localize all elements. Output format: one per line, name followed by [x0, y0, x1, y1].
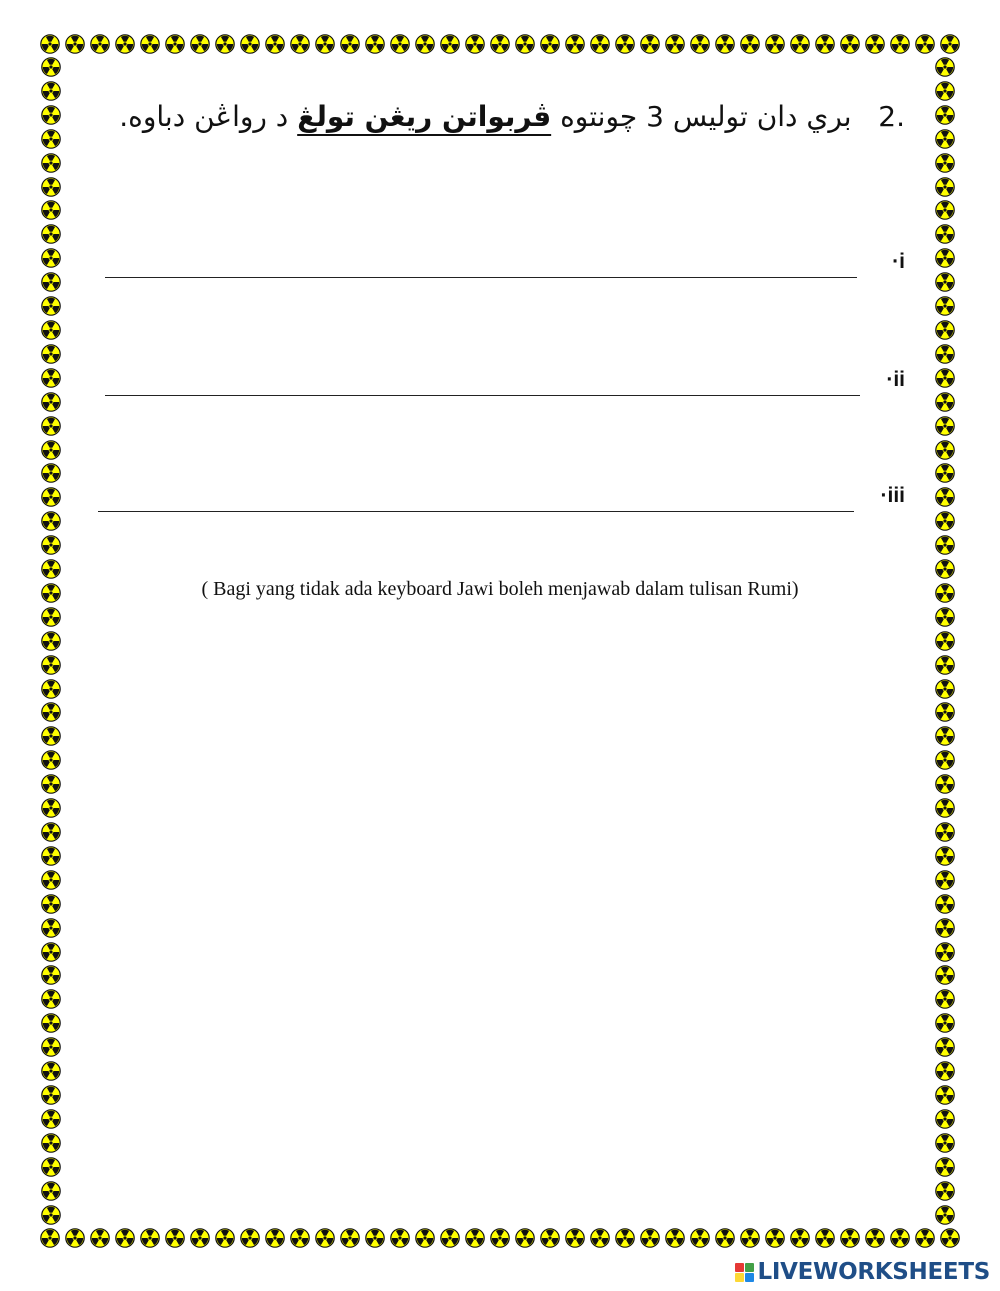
radiation-symbol-icon: [715, 1228, 735, 1248]
radiation-symbol-icon: [935, 440, 955, 460]
radiation-symbol-icon: [740, 34, 760, 54]
radiation-symbol-icon: [935, 535, 955, 555]
radiation-symbol-icon: [265, 1228, 285, 1248]
radiation-symbol-icon: [935, 1205, 955, 1225]
radiation-symbol-icon: [790, 34, 810, 54]
border-top: [40, 33, 960, 55]
radiation-symbol-icon: [935, 200, 955, 220]
border-bottom: [40, 1227, 960, 1249]
radiation-symbol-icon: [935, 320, 955, 340]
radiation-symbol-icon: [41, 440, 61, 460]
radiation-symbol-icon: [935, 1013, 955, 1033]
radiation-symbol-icon: [790, 1228, 810, 1248]
radiation-symbol-icon: [41, 272, 61, 292]
radiation-symbol-icon: [935, 631, 955, 651]
answer-row-2: [105, 366, 905, 396]
radiation-symbol-icon: [115, 34, 135, 54]
radiation-symbol-icon: [935, 1109, 955, 1129]
radiation-symbol-icon: [41, 1181, 61, 1201]
radiation-symbol-icon: [41, 1157, 61, 1177]
radiation-symbol-icon: [615, 34, 635, 54]
radiation-symbol-icon: [40, 34, 60, 54]
radiation-symbol-icon: [41, 200, 61, 220]
radiation-symbol-icon: [935, 965, 955, 985]
radiation-symbol-icon: [190, 34, 210, 54]
radiation-symbol-icon: [41, 989, 61, 1009]
radiation-symbol-icon: [41, 1061, 61, 1081]
question-text-before: بري دان توليس 3 چونتوه: [560, 100, 852, 133]
radiation-symbol-icon: [340, 34, 360, 54]
radiation-symbol-icon: [41, 463, 61, 483]
radiation-symbol-icon: [690, 1228, 710, 1248]
radiation-symbol-icon: [315, 34, 335, 54]
radiation-symbol-icon: [935, 511, 955, 531]
radiation-symbol-icon: [265, 34, 285, 54]
radiation-symbol-icon: [41, 774, 61, 794]
radiation-symbol-icon: [935, 296, 955, 316]
radiation-symbol-icon: [365, 1228, 385, 1248]
radiation-symbol-icon: [41, 105, 61, 125]
radiation-symbol-icon: [41, 129, 61, 149]
radiation-symbol-icon: [41, 511, 61, 531]
radiation-symbol-icon: [940, 1228, 960, 1248]
radiation-symbol-icon: [140, 34, 160, 54]
radiation-symbol-icon: [41, 248, 61, 268]
radiation-symbol-icon: [740, 1228, 760, 1248]
radiation-symbol-icon: [915, 34, 935, 54]
radiation-symbol-icon: [41, 177, 61, 197]
answer-field-2[interactable]: [105, 395, 860, 396]
radiation-symbol-icon: [540, 34, 560, 54]
radiation-symbol-icon: [190, 1228, 210, 1248]
radiation-symbol-icon: [865, 34, 885, 54]
radiation-symbol-icon: [590, 1228, 610, 1248]
radiation-symbol-icon: [935, 989, 955, 1009]
answer-label-1: ·i: [892, 250, 905, 273]
radiation-symbol-icon: [41, 750, 61, 770]
radiation-symbol-icon: [935, 798, 955, 818]
instruction-note: ( Bagi yang tidak ada keyboard Jawi boleh menjawab dalam tulisan Rumi): [201, 578, 799, 600]
radiation-symbol-icon: [215, 34, 235, 54]
radiation-symbol-icon: [240, 34, 260, 54]
radiation-symbol-icon: [41, 392, 61, 412]
radiation-symbol-icon: [935, 774, 955, 794]
radiation-symbol-icon: [935, 726, 955, 746]
radiation-symbol-icon: [90, 34, 110, 54]
radiation-symbol-icon: [65, 1228, 85, 1248]
radiation-symbol-icon: [935, 1133, 955, 1153]
radiation-symbol-icon: [665, 34, 685, 54]
radiation-symbol-icon: [765, 1228, 785, 1248]
radiation-symbol-icon: [935, 81, 955, 101]
radiation-symbol-icon: [41, 224, 61, 244]
radiation-symbol-icon: [365, 34, 385, 54]
radiation-symbol-icon: [41, 679, 61, 699]
radiation-symbol-icon: [815, 34, 835, 54]
radiation-symbol-icon: [41, 296, 61, 316]
radiation-symbol-icon: [41, 1037, 61, 1057]
radiation-symbol-icon: [390, 34, 410, 54]
radiation-symbol-icon: [765, 34, 785, 54]
radiation-symbol-icon: [41, 870, 61, 890]
answer-field-1[interactable]: [105, 277, 857, 278]
radiation-symbol-icon: [115, 1228, 135, 1248]
radiation-symbol-icon: [41, 81, 61, 101]
radiation-symbol-icon: [41, 942, 61, 962]
radiation-symbol-icon: [935, 153, 955, 173]
answer-label-2: ·ii: [886, 368, 905, 391]
radiation-symbol-icon: [41, 1085, 61, 1105]
radiation-symbol-icon: [935, 942, 955, 962]
radiation-symbol-icon: [640, 34, 660, 54]
radiation-symbol-icon: [240, 1228, 260, 1248]
radiation-symbol-icon: [41, 1133, 61, 1153]
radiation-symbol-icon: [515, 1228, 535, 1248]
radiation-symbol-icon: [690, 34, 710, 54]
radiation-symbol-icon: [41, 1109, 61, 1129]
radiation-symbol-icon: [565, 34, 585, 54]
radiation-symbol-icon: [490, 1228, 510, 1248]
radiation-symbol-icon: [165, 34, 185, 54]
radiation-symbol-icon: [935, 57, 955, 77]
radiation-symbol-icon: [315, 1228, 335, 1248]
radiation-symbol-icon: [440, 34, 460, 54]
answer-field-3[interactable]: [98, 511, 854, 512]
radiation-symbol-icon: [565, 1228, 585, 1248]
radiation-symbol-icon: [41, 583, 61, 603]
radiation-symbol-icon: [935, 822, 955, 842]
radiation-symbol-icon: [290, 1228, 310, 1248]
radiation-symbol-icon: [41, 368, 61, 388]
radiation-symbol-icon: [41, 344, 61, 364]
radiation-symbol-icon: [41, 798, 61, 818]
radiation-symbol-icon: [935, 368, 955, 388]
radiation-symbol-icon: [590, 34, 610, 54]
radiation-symbol-icon: [65, 34, 85, 54]
radiation-symbol-icon: [390, 1228, 410, 1248]
radiation-symbol-icon: [935, 702, 955, 722]
radiation-symbol-icon: [935, 679, 955, 699]
border-left: [40, 57, 62, 1225]
radiation-symbol-icon: [935, 918, 955, 938]
answer-row-3: [98, 482, 905, 512]
radiation-symbol-icon: [41, 535, 61, 555]
radiation-symbol-icon: [865, 1228, 885, 1248]
radiation-symbol-icon: [41, 320, 61, 340]
radiation-symbol-icon: [615, 1228, 635, 1248]
border-right: [934, 57, 956, 1225]
radiation-symbol-icon: [935, 224, 955, 244]
radiation-symbol-icon: [41, 702, 61, 722]
radiation-symbol-icon: [290, 34, 310, 54]
radiation-symbol-icon: [940, 34, 960, 54]
radiation-symbol-icon: [935, 248, 955, 268]
radiation-symbol-icon: [40, 1228, 60, 1248]
radiation-symbol-icon: [935, 105, 955, 125]
radiation-symbol-icon: [890, 34, 910, 54]
radiation-symbol-icon: [935, 846, 955, 866]
radiation-symbol-icon: [935, 1037, 955, 1057]
question-text: [110, 100, 905, 133]
radiation-symbol-icon: [935, 1157, 955, 1177]
radiation-symbol-icon: [215, 1228, 235, 1248]
radiation-symbol-icon: [41, 846, 61, 866]
radiation-symbol-icon: [41, 1013, 61, 1033]
liveworksheets-watermark: [735, 1259, 990, 1285]
radiation-symbol-icon: [41, 822, 61, 842]
watermark-text: LIVEWORKSHEETS: [757, 1259, 990, 1285]
radiation-symbol-icon: [140, 1228, 160, 1248]
radiation-symbol-icon: [465, 1228, 485, 1248]
radiation-symbol-icon: [935, 1061, 955, 1081]
answer-row-1: [105, 248, 905, 278]
radiation-symbol-icon: [490, 34, 510, 54]
radiation-symbol-icon: [935, 392, 955, 412]
radiation-symbol-icon: [935, 607, 955, 627]
question-text-after: د رواڠن دباوه.: [119, 100, 289, 133]
radiation-symbol-icon: [465, 34, 485, 54]
radiation-symbol-icon: [41, 631, 61, 651]
radiation-symbol-icon: [41, 726, 61, 746]
radiation-symbol-icon: [440, 1228, 460, 1248]
radiation-symbol-icon: [41, 153, 61, 173]
radiation-symbol-icon: [165, 1228, 185, 1248]
answer-label-3: ·iii: [880, 484, 905, 507]
radiation-symbol-icon: [935, 416, 955, 436]
radiation-symbol-icon: [715, 34, 735, 54]
radiation-symbol-icon: [890, 1228, 910, 1248]
radiation-symbol-icon: [41, 559, 61, 579]
radiation-symbol-icon: [41, 965, 61, 985]
radiation-symbol-icon: [840, 1228, 860, 1248]
radiation-symbol-icon: [915, 1228, 935, 1248]
radiation-symbol-icon: [340, 1228, 360, 1248]
radiation-symbol-icon: [41, 57, 61, 77]
radiation-symbol-icon: [935, 655, 955, 675]
radiation-symbol-icon: [41, 416, 61, 436]
radiation-symbol-icon: [41, 607, 61, 627]
radiation-symbol-icon: [415, 1228, 435, 1248]
radiation-symbol-icon: [935, 487, 955, 507]
radiation-symbol-icon: [935, 272, 955, 292]
radiation-symbol-icon: [41, 918, 61, 938]
question-number: 2.: [878, 100, 905, 133]
radiation-symbol-icon: [935, 559, 955, 579]
radiation-symbol-icon: [935, 750, 955, 770]
radiation-symbol-icon: [935, 177, 955, 197]
liveworksheets-logo-icon: [735, 1263, 754, 1282]
radiation-symbol-icon: [41, 1205, 61, 1225]
radiation-symbol-icon: [935, 463, 955, 483]
radiation-symbol-icon: [935, 1085, 955, 1105]
radiation-symbol-icon: [540, 1228, 560, 1248]
radiation-symbol-icon: [935, 344, 955, 364]
radiation-symbol-icon: [935, 894, 955, 914]
radiation-symbol-icon: [90, 1228, 110, 1248]
radiation-symbol-icon: [41, 655, 61, 675]
question-emphasis: ڤربواتن ريڠن تولڠ: [297, 100, 552, 133]
radiation-symbol-icon: [640, 1228, 660, 1248]
radiation-symbol-icon: [935, 129, 955, 149]
radiation-symbol-icon: [415, 34, 435, 54]
radiation-symbol-icon: [515, 34, 535, 54]
radiation-symbol-icon: [815, 1228, 835, 1248]
radiation-symbol-icon: [41, 894, 61, 914]
radiation-symbol-icon: [840, 34, 860, 54]
radiation-symbol-icon: [935, 1181, 955, 1201]
radiation-symbol-icon: [935, 870, 955, 890]
radiation-symbol-icon: [41, 487, 61, 507]
radiation-symbol-icon: [665, 1228, 685, 1248]
